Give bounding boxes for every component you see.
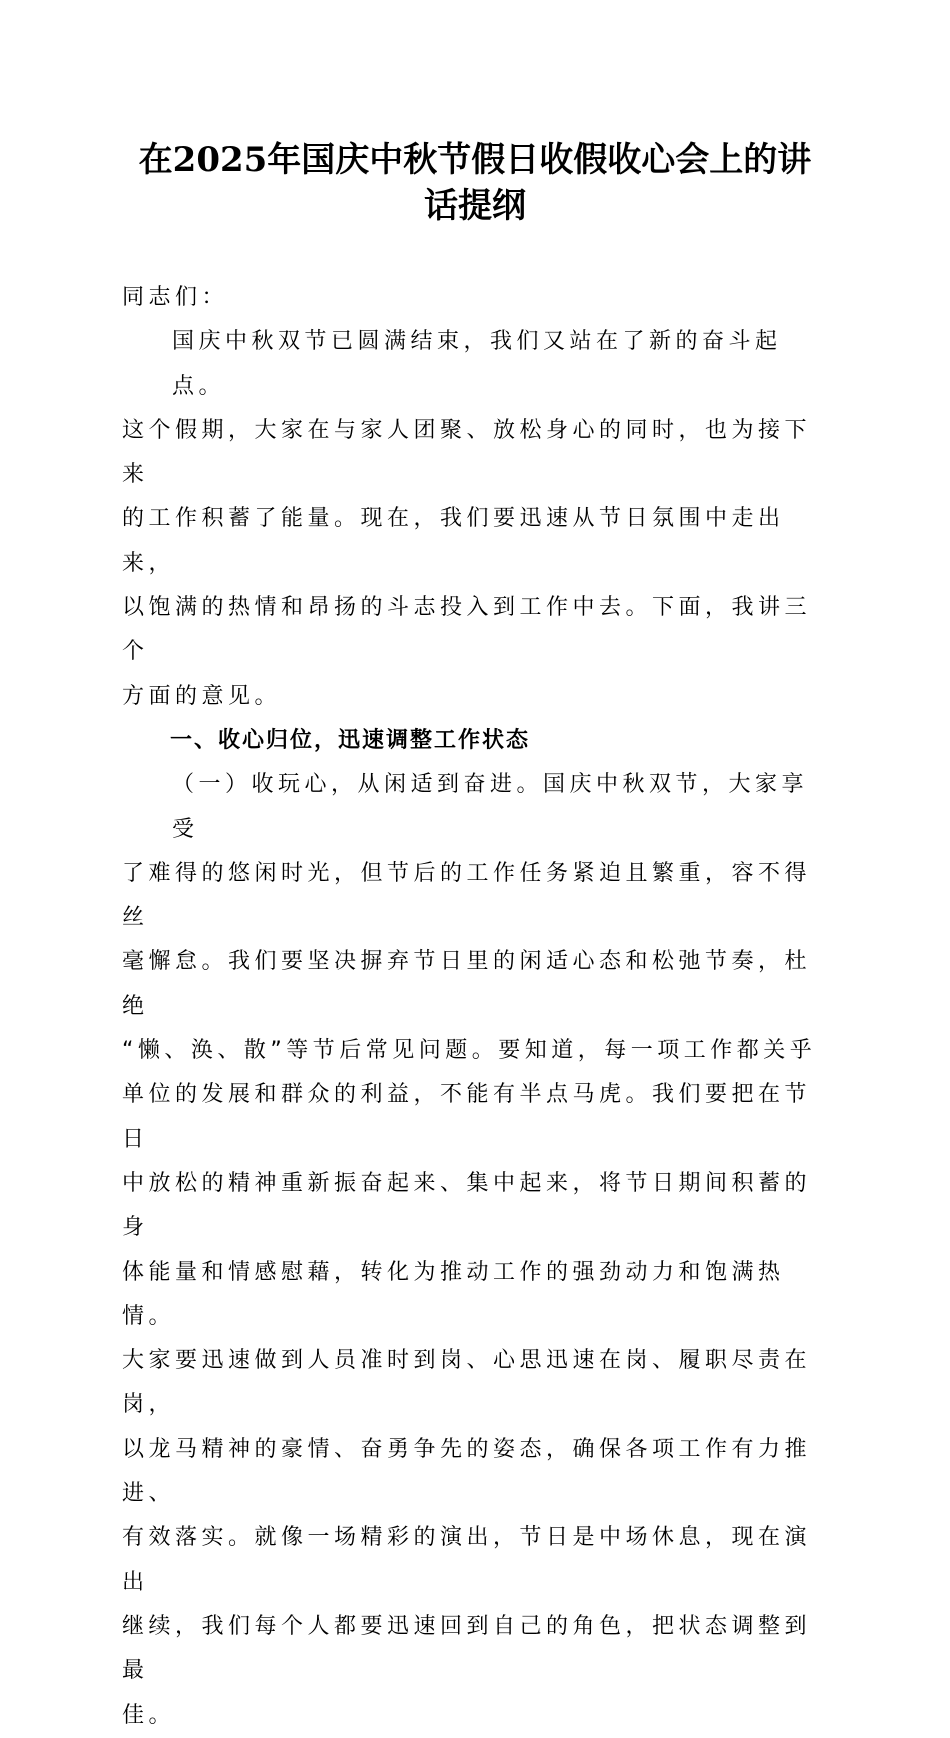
paragraph-line: 毫懈怠。我们要坚决摒弃节日里的闲适心态和松弛节奏，杜绝 (122, 949, 812, 1019)
paragraph-line: 单位的发展和群众的利益，不能有半点马虎。我们要把在节日 (122, 1082, 812, 1152)
paragraph-line: 大家要迅速做到人员准时到岗、心思迅速在岗、履职尽责在岗， (122, 1348, 812, 1418)
paragraph-line: 以龙马精神的豪情、奋勇争先的姿态，确保各项工作有力推进、 (122, 1436, 812, 1507)
document-body (122, 276, 832, 1738)
paragraph-line: 了难得的悠闲时光，但节后的工作任务紧迫且繁重，容不得丝 (122, 860, 812, 931)
title-line: 话提纲 (424, 186, 526, 226)
paragraph-line: “懒、涣、散”等节后常见问题。要知道，每一项工作都关乎 (122, 1038, 817, 1064)
paragraph-line: 体能量和情感慰藉，转化为推动工作的强劲动力和饱满热情。 (122, 1259, 785, 1329)
salutation: 同志们： (122, 285, 229, 310)
paragraph-line: 有效落实。就像一场精彩的演出，节日是中场休息，现在演出 (122, 1525, 812, 1595)
paragraph-line: （一）收玩心，从闲适到奋进。国庆中秋双节，大家享受 (172, 772, 809, 842)
paragraph-line: 佳。 (122, 1702, 176, 1728)
paragraph-line: 以饱满的热情和昂扬的斗志投入到工作中去。下面，我讲三个 (122, 595, 812, 665)
paragraph-line: 方面的意见。 (122, 683, 282, 709)
title-line: 在2025年国庆中秋节假日收假收心会上的讲 (138, 140, 812, 180)
paragraph-line: 继续，我们每个人都要迅速回到自己的角色，把状态调整到最 (122, 1613, 812, 1684)
paragraph-line: 的工作积蓄了能量。现在，我们要迅速从节日氛围中走出来， (122, 506, 785, 576)
paragraph-line: 这个假期，大家在与家人团聚、放松身心的同时，也为接下来 (122, 417, 812, 488)
document-title (0, 137, 950, 229)
section-heading: 一、收心归位，迅速调整工作状态 (170, 727, 531, 753)
paragraph-line: 中放松的精神重新振奋起来、集中起来，将节日期间积蓄的身 (122, 1170, 812, 1241)
paragraph-line: 国庆中秋双节已圆满结束，我们又站在了新的奋斗起点。 (172, 329, 782, 399)
